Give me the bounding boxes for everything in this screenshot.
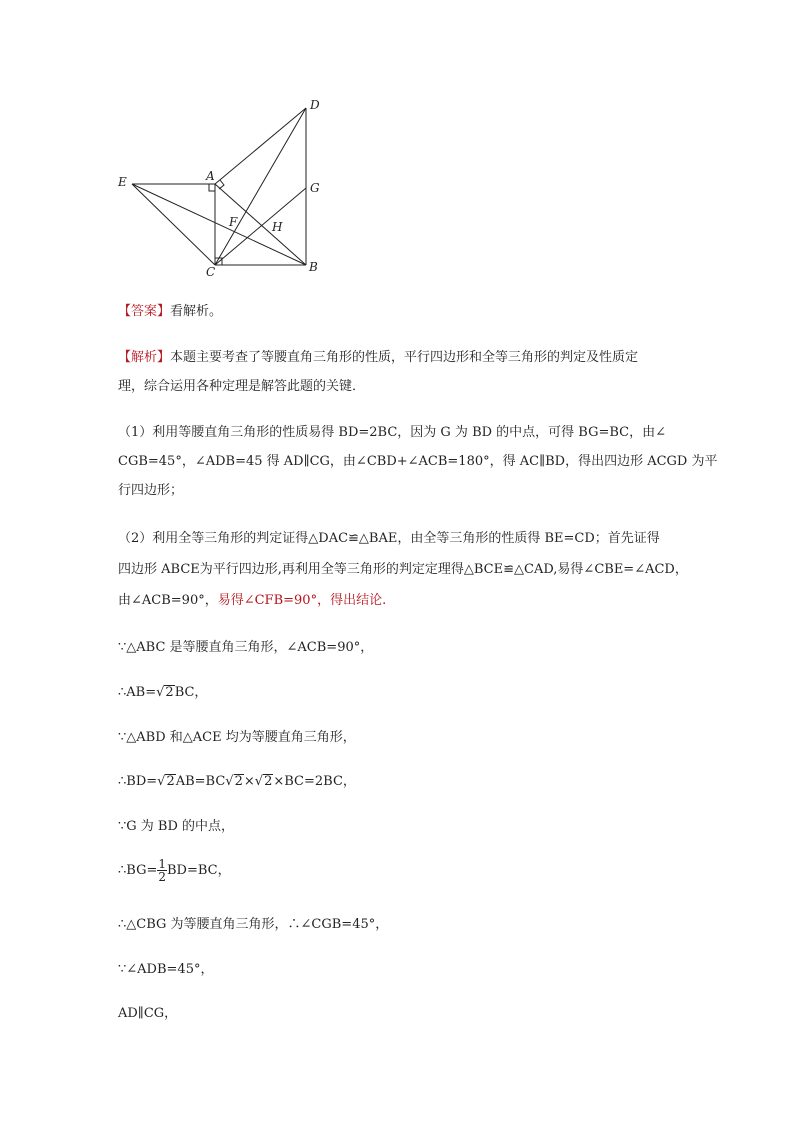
proof-step-4-c: × <box>243 774 255 789</box>
part1-line-3: 行四边形； <box>118 483 184 498</box>
sqrt-radicand: 2 <box>165 685 174 700</box>
proof-step-6-post: BD=BC， <box>166 863 231 878</box>
point-label-f: F <box>229 215 238 229</box>
part1-line-2: CGB=45°，∠ADB=45 得 AD∥CG，由∠CBD+∠ACB=180°，得 AC∥BD，得出四边形 ACGD 为平 <box>118 454 718 469</box>
proof-step-7: ∴△CBG 为等腰直角三角形，∴∠CGB=45°， <box>118 917 389 932</box>
part2-line-3 <box>118 591 386 611</box>
segment-cd <box>215 108 306 265</box>
part2-line-3a: 由∠ACB=90°， <box>118 593 218 608</box>
point-label-a: A <box>206 169 215 183</box>
answer-bracket-open: 【 <box>118 304 132 319</box>
analysis-text-1: 本题主要考查了等腰直角三角形的性质，平行四边形和全等三角形的判定及性质定 <box>170 350 639 365</box>
proof-step-2-pre: ∴AB= <box>118 685 157 700</box>
part1-line-1: （1）利用等腰直角三角形的性质易得 BD=2BC，因为 G 为 BD 的中点，可得 BG=BC，由∠ <box>118 425 667 440</box>
proof-step-4-a: ∴BD= <box>118 774 158 789</box>
analysis-label: 解析 <box>131 350 158 365</box>
proof-step-2-post: BC， <box>174 685 208 700</box>
point-label-d: D <box>310 98 320 112</box>
proof-step-1: ∵△ABC 是等腰直角三角形，∠ACB=90°， <box>118 640 374 655</box>
fraction-denominator: 2 <box>158 870 166 884</box>
answer-line <box>118 302 222 322</box>
point-label-e: E <box>118 175 127 189</box>
sqrt-symbol: √2 <box>225 774 243 789</box>
proof-step-2 <box>118 683 207 703</box>
proof-step-3: ∵△ABD 和△ACE 均为等腰直角三角形， <box>118 730 356 745</box>
analysis-bracket-close: 】 <box>157 350 171 365</box>
sqrt-symbol: √2 <box>157 774 175 789</box>
segment-ec <box>132 184 215 265</box>
fraction-one-half <box>157 858 167 883</box>
analysis-line-1 <box>118 348 638 368</box>
part2-line-2: 四边形 ABCE为平行四边形,再利用全等三角形的判定定理得△BCE≌△CAD,易得∠CBE=∠ACD， <box>118 562 688 577</box>
analysis-line-2: 理，综合运用各种定理是解答此题的关键． <box>118 379 366 394</box>
answer-text: 看解析。 <box>170 304 223 319</box>
sqrt-radicand: 2 <box>166 774 175 789</box>
sqrt-symbol: √2 <box>254 774 273 789</box>
sqrt-symbol: √2 <box>156 685 174 700</box>
proof-step-9: AD∥CG， <box>118 1006 178 1021</box>
proof-step-6-pre: ∴BG= <box>118 863 158 878</box>
segment-ad <box>215 108 306 184</box>
part2-line-1: （2）利用全等三角形的判定证得△DAC≌△BAE，由全等三角形的性质得 BE=CD；首先证得 <box>118 531 660 546</box>
part2-line-3b: 易得∠CFB=90°，得出结论. <box>217 593 387 608</box>
analysis-bracket-open: 【 <box>118 350 132 365</box>
fraction-numerator: 1 <box>158 857 166 871</box>
point-label-b: B <box>309 260 318 274</box>
proof-step-8: ∵∠ADB=45°， <box>118 962 214 977</box>
proof-step-4-b: AB=BC <box>175 774 226 789</box>
geometry-figure <box>110 95 340 280</box>
proof-step-6 <box>118 858 231 883</box>
point-label-h: H <box>272 220 283 234</box>
right-angle-mark-a-left <box>209 184 215 191</box>
proof-step-4 <box>118 772 356 792</box>
answer-label: 答案 <box>131 304 158 319</box>
proof-step-5: ∵G 为 BD 的中点， <box>118 819 235 834</box>
sqrt-radicand: 2 <box>234 774 243 789</box>
answer-bracket-close: 】 <box>157 304 171 319</box>
sqrt-radicand: 2 <box>264 774 273 789</box>
point-label-c: C <box>206 265 216 279</box>
proof-step-4-d: ×BC=2BC， <box>273 774 356 789</box>
point-label-g: G <box>310 181 320 195</box>
